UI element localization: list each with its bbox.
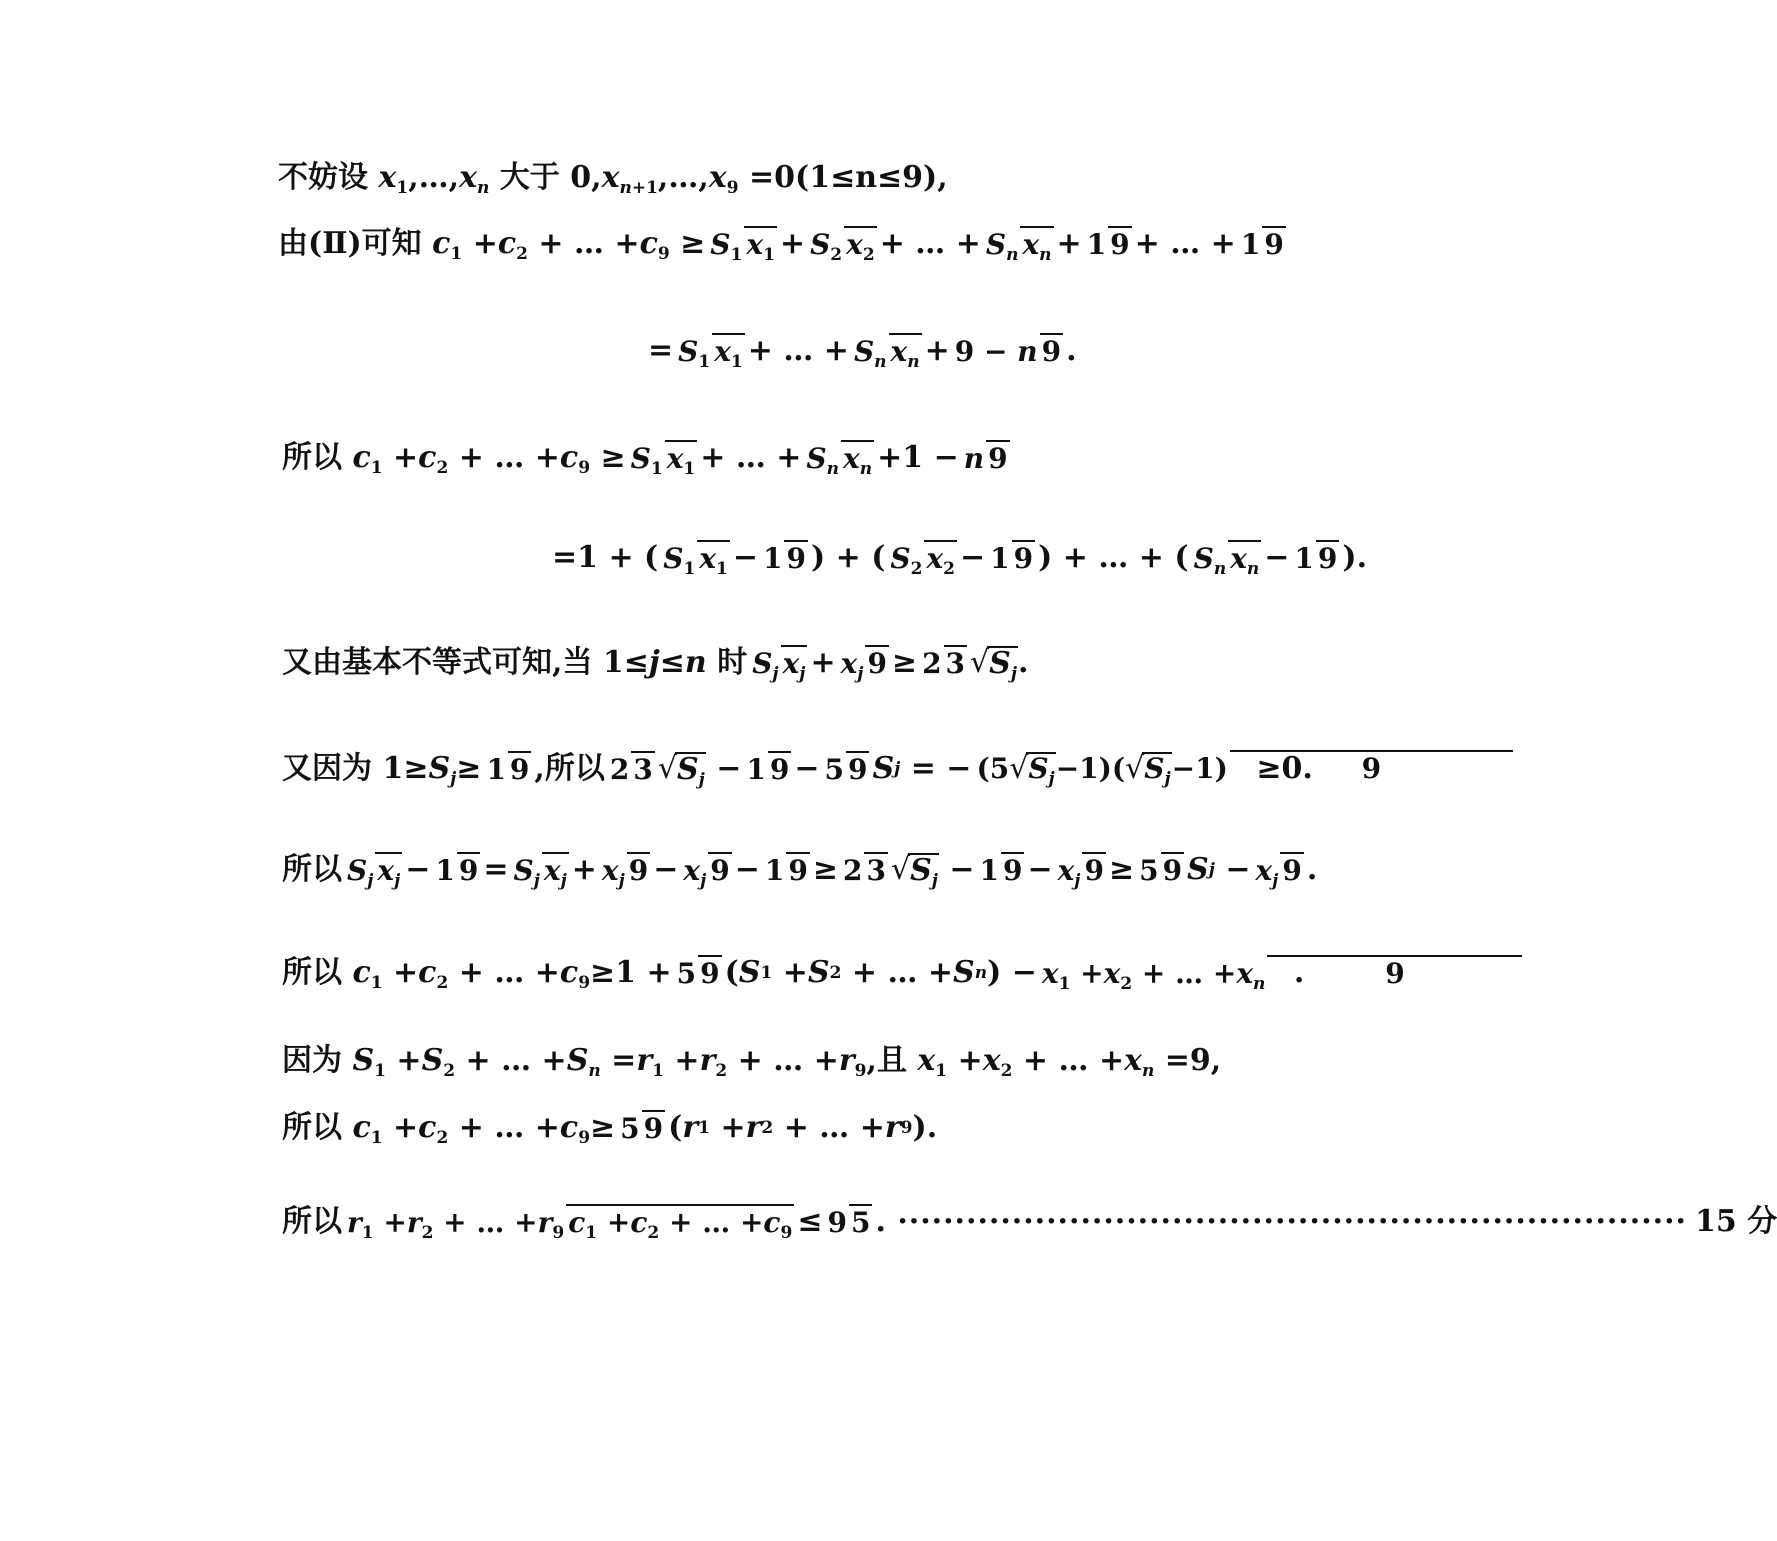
line1-mid: 大于 [499,160,560,195]
line-because-sums: 因为 $S_1 +S_2$ + … $+S_n =r_1 +r_2$ + … $+r_9$ ,且 $x_1 +x_2$ + … $+x_n =9$, [282,1043,1222,1081]
fraction-one-ninth: 1 9 [979,854,1023,887]
fraction-two-thirds: 2 3 [609,752,653,786]
fraction-s1-x1: $S_1$ $x_1$ [710,228,775,265]
fraction-sj-xj: $S_j$ $x_j$ [347,854,401,891]
line6-mid: 时 [717,645,748,680]
line6-prefix: 又由基本不等式可知,当 [282,645,593,680]
fraction-one-ninth: 1 9 [1294,542,1338,575]
line1-prefix: 不妨设 [278,160,368,195]
fraction-xj-ninth: $x_j$ 9 [683,854,730,891]
fraction-xj-ninth: $x_j$ 9 [601,854,649,891]
line2-math: $c_1 +c_2$ + … $+c_9$ ≥ [432,226,706,264]
fraction-xj-ninth: $x_j$ 9 [840,647,887,684]
fraction-five-ninths: 5 9 [824,752,868,786]
fraction-n-ninth: n 9 [963,442,1008,475]
leader-dots: ····································································· [885,1204,1687,1239]
fraction-five-ninths: 5 9 [620,1112,664,1145]
fraction-s2-x2: $S_2$ $x_2$ [890,542,956,579]
fraction-sn-xn: $S_n$ $x_n$ [806,442,873,479]
line1-math-a: $x_1,\dots,x_n$ [378,160,490,198]
fraction-r-sum-over-c-sum: $r_1 +r_2$ + … $+r_9$ $c_1 +c_2$ + … $+c_9$ [347,1206,793,1243]
fraction-factored: $(5√S_j-1)(√S_j-1)$ 9 [974,750,1253,787]
fraction-s1-x1: $S_1$ $x_1$ [663,542,728,579]
fraction-s1-x1: $S_1$ $x_1$ [678,335,743,372]
fraction-one-ninth: 1 9 [764,854,808,887]
line-therefore-c-sum: 所以 $c_1 +c_2$ + … $+c_9\ge$ 5 9 ( r 1 + r 2 + … + r 9 ). [282,1110,938,1148]
line9-prefix: 所以 [282,955,342,990]
line1-tail: (1≤n≤9), [795,160,948,195]
fraction-xj-ninth: $x_j$ 9 [1255,854,1302,891]
line4-prefix: 所以 [282,440,342,475]
fraction-one-ninth: 1 9 [763,542,806,575]
fraction-xj-ninth: $x_j$ 9 [1057,854,1104,891]
fraction-five-ninths: 5 9 [1139,854,1183,887]
line-from-part-two: 由(Ⅱ)可知 $c_1 +c_2$ + … $+c_9$ ≥ $S_1$ $x_1$ + $S_2$ $x_2$ + … + $S_n$ $x_n$ + 1 9 + … + 1 9 [278,226,1284,265]
line-sum-bound: 所以 $c_1 +c_2$ + … $+c_9\ge 1$ + 5 9 ( S 1 + S 2 + … + S n ) − $x_1 +x_2$ + … $+x_n$ 9 . [282,955,1304,991]
fraction-one-ninth: 1 9 [1240,228,1284,261]
fraction-s1-x1: $S_1$ $x_1$ [630,442,696,479]
fraction-sn-xn: $S_n$ $x_n$ [1193,542,1260,579]
line-am-gm: 又由基本不等式可知,当 1≤j≤n 时 $S_j$ $x_j$ + $x_j$ 9 ≥ 2 3 √ $S_j$ . [282,645,1029,685]
fraction-two-thirds: 2 3 [842,854,886,887]
line-regrouped-sum: =1 + ( $S_1$ $x_1$ − 1 9 ) + ( $S_2$ $x_2$ − 1 9 ) + … + ( $S_n$ $x_n$ − 1 9 ). [552,540,1368,579]
fraction-sj-xj: $S_j$ $x_j$ [513,854,567,891]
score-label: 15 分 [1695,1204,1777,1239]
line1-math-b: $0,x_{n+1},\dots,x_9 =0$ [559,160,795,198]
fraction-one-ninth: 1 9 [1086,228,1130,261]
fraction-sn-xn: $S_n$ $x_n$ [853,335,920,372]
line11-prefix: 所以 [282,1110,342,1145]
fraction-9-minus-n: 9 − n 9 [954,335,1062,368]
fraction-x-sum-ninth: $x_1 +x_2$ + … $+x_n$ 9 [1040,955,1291,991]
fraction-five-ninths: 5 9 [676,957,720,990]
fraction-nine-fifths: 9 5 [827,1206,871,1239]
line-sj-bounds: 又因为 $1\ge S_j\ge$ 1 9 ,所以 2 3 √ $S_j$ − 1 9 − 5 9 S j = − $(5√S_j-1)(√S_j-1)$ 9 ≥0. [282,750,1313,787]
fraction-one-ninth: 1 9 [990,542,1034,575]
line2-prefix: 由(Ⅱ)可知 [278,226,422,261]
fraction-one-ninth: 1 9 [486,752,530,786]
fraction-s2-x2: $S_2$ $x_2$ [810,228,875,265]
line-assume-x-positive [278,160,948,198]
line-therefore-1: 所以 $c_1 +c_2$ + … $+c_9$ ≥ $S_1$ $x_1$ + … + $S_n$ $x_n$ +1 − n 9 [282,440,1008,479]
line7-prefix: 又因为 [282,750,372,786]
line-simplified-sum: = $S_1$ $x_1$ + … + $S_n$ $x_n$ + 9 − n 9 . [648,333,1077,372]
line10-prefix: 因为 [282,1043,342,1078]
line-final-conclusion: 所以 $r_1 +r_2$ + … $+r_9$ $c_1 +c_2$ + … $+c_9$ ≤ 9 5 . ····································································· 15 分 [282,1204,1777,1243]
fraction-one-ninth: 1 9 [746,752,790,786]
line10-mid: ,且 [866,1043,907,1078]
line7-mid: ,所以 [534,750,605,786]
fraction-two-thirds: 2 3 [922,647,966,680]
line-sj-xj-estimate: 所以 $S_j$ $x_j$ − 1 9 = $S_j$ $x_j$ + $x_j$ 9 − $x_j$ 9 − 1 9 ≥ 2 3 √ $S_j$ − 1 9 − $x_j$ 9 ≥ 5 9 S j − $x_j$ 9 . [282,852,1318,892]
fraction-one-ninth: 1 9 [435,854,479,887]
line8-prefix: 所以 [282,852,342,887]
fraction-sj-xj: $S_j$ $x_j$ [752,647,806,684]
line12-prefix: 所以 [282,1204,342,1239]
fraction-sn-xn: $S_n$ $x_n$ [985,228,1052,265]
